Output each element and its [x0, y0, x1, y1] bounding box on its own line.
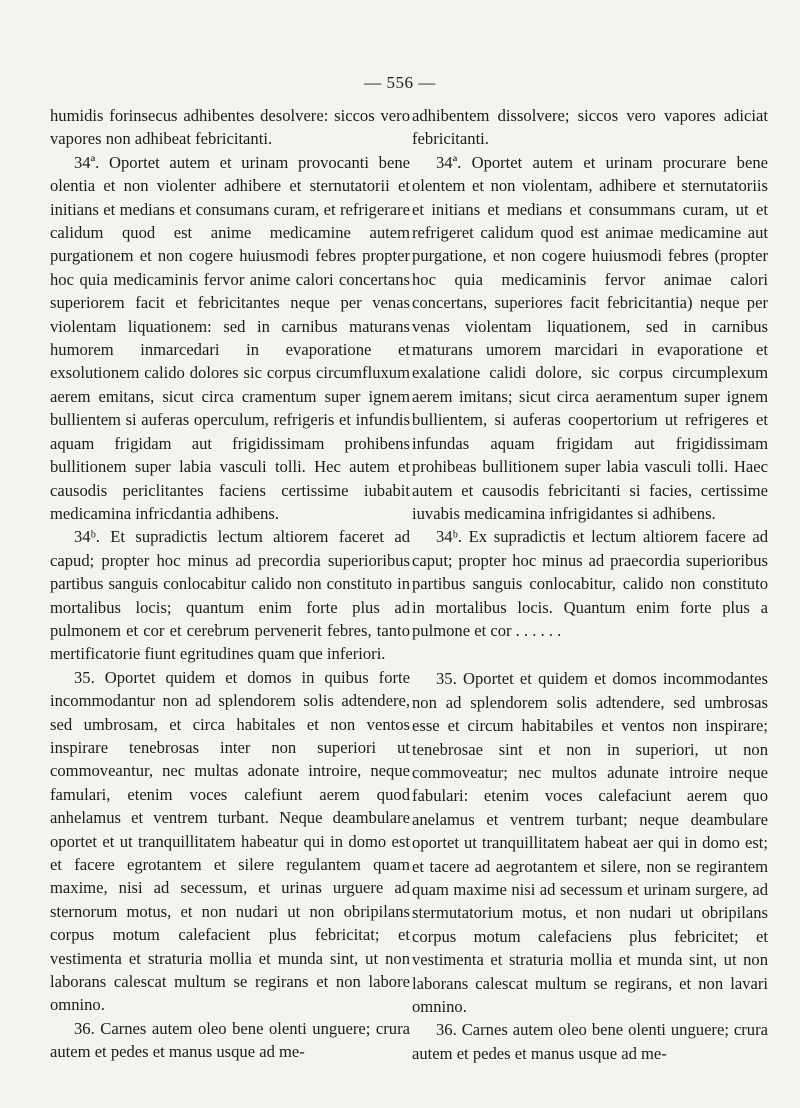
page-number: — 556 —: [364, 73, 436, 92]
right-column: [412, 104, 768, 1065]
left-paragraph-34a: 34ª. Oportet autem et urinam provocanti bene olentia et non violenter adhibere et sternutatorii et initians et medians et consumans curam, et refrigerare calidum quod est anime medicamine autem purgationem et non cogere huiusmodi febres propter hoc quia medicaminis fervor anime calori concertans superiorem facit et febricitantes neque per venas violentam liquationem: sed in carnibus maturans humorem inmarcedari in evaporatione et exsolutionem calido dolores sic corpus circumfluxum aerem emitans, sicut circa cramentum super ignem bullientem si auferas operculum, refrigeris et infundis aquam frigidam aut frigidissimam prohibens bullitionem super labia vasculi tolli. Hec autem et causodis periclitantes faciens certissime iubabit medicamina infricdantia adhibens.: [50, 152, 410, 523]
left-paragraph-34b: 34ᵇ. Et supradictis lectum altiorem faceret ad capud; propter hoc minus ad precordia superioribus partibus sanguis conlocabitur calido non constituto in mortalibus locis; quantum enim forte plus ad pulmonem et cor et cerebrum pervenerit febres, tanto mertificatorie fiunt egritudines quam que inferiori.: [50, 527, 410, 664]
right-paragraph-34a: 34ª. Oportet autem et urinam procurare bene olentem et non violentam, adhibere et sternutatoriis et initians et medians et consummans curam, ut et refrigeret calidum quod est animae medicamine aut purgatione, et non cogere huiusmodi febres (propter hoc quia medicaminis fervor animae calori concertans, superiores facit febricitantia) neque per venas violentam liquationem, sed in carnibus maturans umorem marcidari in evaporatione et exalatione calidi dolore, sic corpus circumplexum aerem imitans; sicut circa aeramentum super ignem bullientem, si auferas coopertorium ut refrigeres et infundas aquam frigidam aut frigidissimam prohibeas bullitionem super labia vasculi tolli. Haec autem et causodis febricitanti si facies, certissime iuvabis medicamina infrigidantes si adhibens.: [412, 152, 768, 523]
right-paragraph-36: 36. Carnes autem oleo bene olenti unguere; crura autem et pedes et manus usque ad me-: [412, 1020, 768, 1063]
right-paragraph-35: 35. Oportet et quidem et domos incommodantes non ad splendorem solis adtendere, sed umbrosas esse et circum habitabiles et ventos non inspirare; tenebrosae sint et non in superiori, ut non commoveatur; nec multos adunate introire neque fabulari: etenim voces calefaciunt aerem quo anelamus et ventrem turbant; neque deambulare oportet ut tranquillitatem habeat aer qui in domo est; et tacere ad aegrotantem et silere, non se regirantem quam maxime nisi ad secessum et urinam surgere, ad stermutatorium motus, et non nudari ut obripilans corpus motum calefaciens plus febricitet; et vestimenta et straturia mollia et munda sint, ut non laborans calescat multum se regirans, et non lavari omnino.: [412, 669, 768, 1017]
left-paragraph-36: 36. Carnes autem oleo bene olenti unguere; crura autem et pedes et manus usque ad me-: [50, 1018, 410, 1062]
right-paragraph-1: adhibentem dissolvere; siccos vero vapores adiciat febricitanti.: [412, 106, 768, 149]
paragraph-gap: [412, 642, 768, 667]
left-paragraph-1: humidis forinsecus adhibentes desolvere: siccos vero vapores non adhibeat febricitanti.: [50, 106, 410, 149]
right-paragraph-34b: 34ᵇ. Ex supradictis et lectum altiorem facere ad caput; propter hoc minus ad praecordia superioribus partibus sanguis conlocabitur, calido non constituto in mortalibus locis. Quantum enim forte plus a pulmone et cor . . . . . .: [412, 527, 768, 640]
left-column: [50, 104, 410, 1064]
left-paragraph-35: 35. Oportet quidem et domos in quibus forte incommodantur non ad splendorem solis adtendere, sed umbrosam, et circa habitales et non ventos inspirare tenebrosas inter non superiori ut commoveantur, nec multas adonate introire, neque famulari, etenim voces calefiunt aerem quod anhelamus et ventrem turbant. Neque deambulare oportet et ut tranquillitatem habeatur qui in domo est et facere egrotantem et silere regulantem quam maxime, nisi ad secessum, et urinas urguere ad sternorum motus, et non nudari ut non obripilans corpus motum calefacient plus febricitat; et vestimenta et straturia mollia et munda sint, ut non laborans calescat multum se regirans et non labore omnino.: [50, 667, 410, 1015]
